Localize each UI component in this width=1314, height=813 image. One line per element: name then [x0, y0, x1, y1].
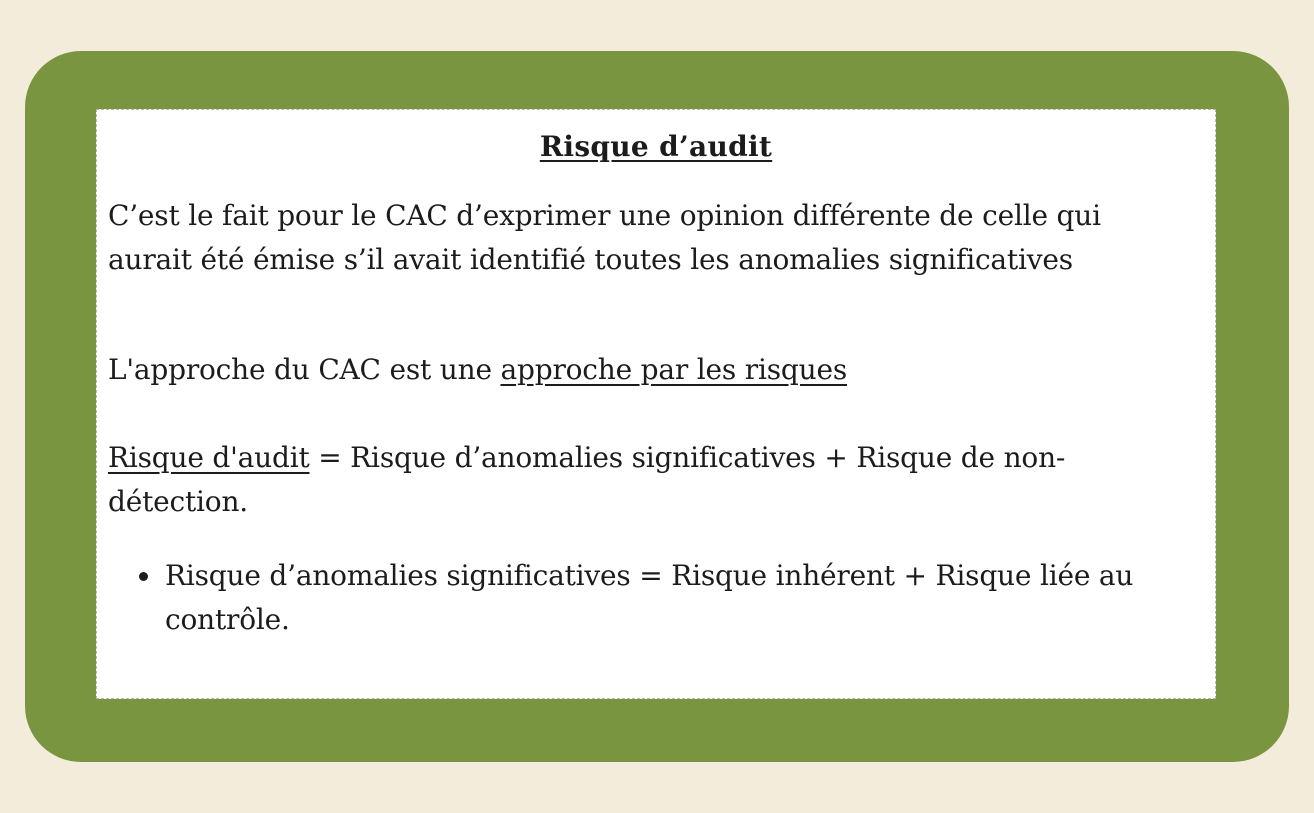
bullet-text: Risque d’anomalies significatives = Risque inhérent + Risque liée au contrôle. — [165, 559, 1134, 636]
definition-paragraph: C’est le fait pour le CAC d’exprimer une opinion différente de celle qui aurait été émise s’il avait identifié toutes les anomalies significatives — [108, 199, 1101, 276]
formula-term: Risque d'audit — [108, 441, 310, 474]
definition-card — [96, 109, 1216, 699]
bullet-dot-icon — [139, 572, 148, 581]
approach-underlined: approche par les risques — [500, 353, 847, 386]
approach-paragraph — [108, 348, 1185, 392]
formula-paragraph — [108, 436, 1185, 524]
approach-prefix: L'approche du CAC est une — [108, 353, 501, 386]
formula-rest: = Risque d’anomalies significatives + Risque de non-détection. — [108, 441, 1066, 518]
card-title: Risque d’audit — [539, 130, 773, 163]
list-item — [137, 554, 1195, 642]
bullet-list — [137, 554, 1195, 642]
